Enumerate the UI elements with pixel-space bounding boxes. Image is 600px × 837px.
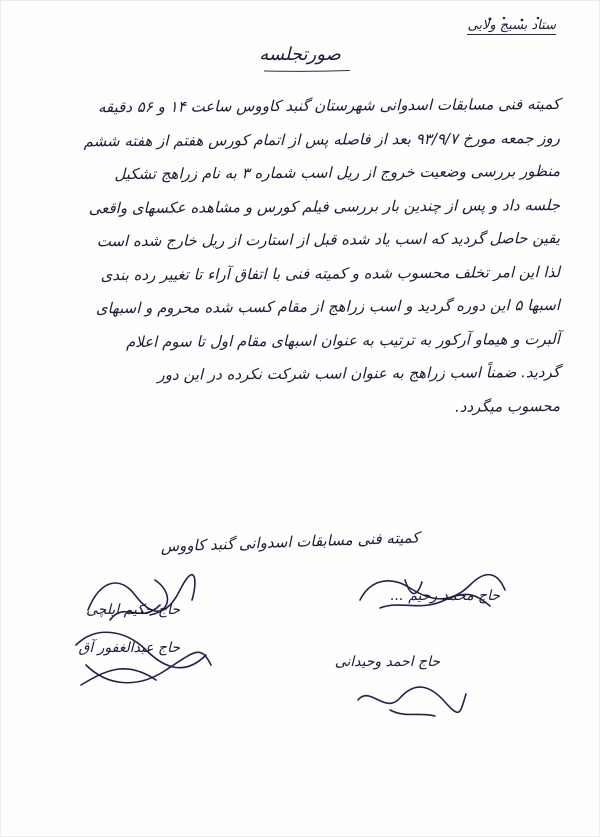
committee-label: کمیته فنی مسابقات اسدوانی گنبد کاووس xyxy=(160,528,420,556)
body-line: گردید. ضمناً اسب زراهج به عنوان اسب شرکت نکرده در این دور xyxy=(157,363,561,384)
signatory-name: حاج حکیم ایلچی xyxy=(86,602,180,618)
body-line: اسبها ۵ این دوره گردید و اسب زراهج از مقام کسب شده محروم و اسبهای xyxy=(95,296,561,318)
body-line: کمیته فنی مسابقات اسدوانی شهرستان گنبد کاووس ساعت ۱۴ و ۵۶ دقیقه xyxy=(97,95,561,117)
body-line: لذا این امر تخلف محسوب شده و کمیته فنی با اتفاق آراء تا تغییر رده بندی xyxy=(100,262,561,284)
body-line: محسوب میگردد. xyxy=(454,396,561,416)
signature-scribble-4 xyxy=(350,680,470,720)
title-underline xyxy=(262,70,352,72)
body-line: جلسه داد و پس از چندین بار بررسی فیلم کورس و مشاهده عکسهای واقعی xyxy=(88,195,561,217)
document-body xyxy=(40,88,560,423)
body-line: روز جمعه مورخ ۹۳/۹/۷ بعد از فاصله پس از اتمام کورس هفتم از هفته ششم xyxy=(83,128,561,150)
signatory-name: حاج احمد وحیدانی xyxy=(334,654,440,670)
body-line: منظور بررسی وضعیت خروج از ریل اسب شماره ۳ به نام زراهج تشکیل xyxy=(114,162,561,184)
body-line: آلبرت و هیماو آرکور به ترتیب به عنوان اسبهای مقام اول تا سوم اعلام xyxy=(125,329,561,351)
header-label: ستاد بسیج ولایی xyxy=(467,18,556,33)
signatory-name: حاج محمد رحیم ... xyxy=(390,588,500,604)
body-line: یقین حاصل گردید که اسب یاد شده قبل از استارت از ریل خارج شده است xyxy=(96,229,561,251)
document-title: صورتجلسه xyxy=(259,44,341,65)
signatory-name: حاج عبدالغفور آق xyxy=(78,640,180,656)
